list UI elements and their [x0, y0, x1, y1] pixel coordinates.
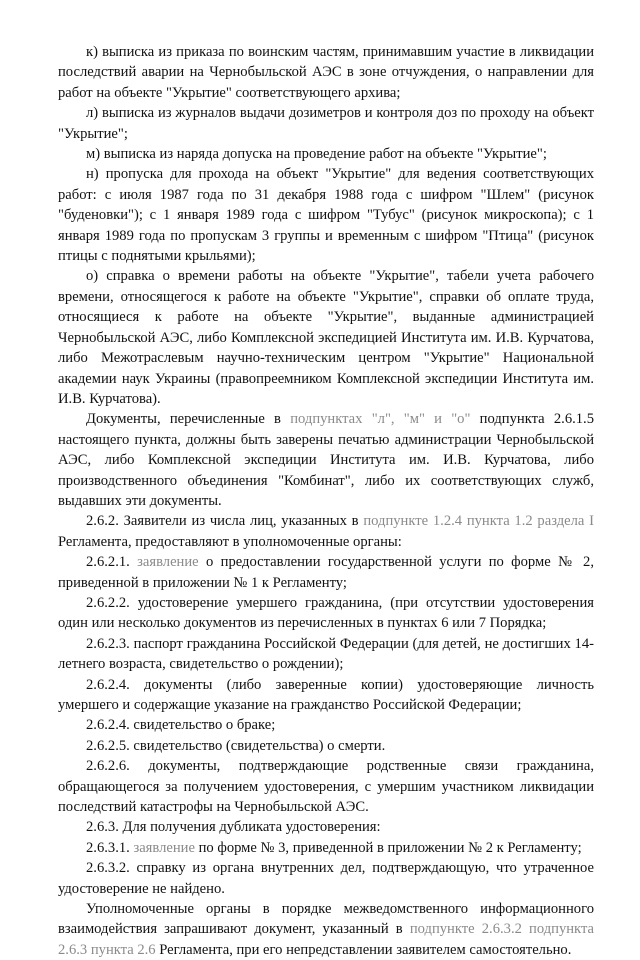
paragraph-text: 2.6.2.1. [86, 554, 138, 571]
paragraph-text: Регламента, при его непредставлении заявителем самостоятельно. [155, 941, 572, 958]
paragraph-final [58, 899, 594, 960]
paragraph-2622 [58, 593, 594, 634]
paragraph-2621 [58, 552, 594, 593]
paragraph-text: н) пропуска для прохода на объект "Укрытие" для ведения соответствующих работ: с июля 1987 года по 31 декабря 1988 года с шифром "Шлем" (рисунок "буденовки"); с 1 января 1989 года с шифром "Тубус" (рисунок микроскопа); с 1 января 1989 года по пропускам 3 группы и временным с шифром "Птица" (рисунок птицы с поднятыми крыльями); [58, 166, 594, 265]
paragraph-text: Документы, перечисленные в [86, 411, 291, 428]
paragraph-text: 2.6.2.2. удостоверение умершего гражданина, (при отсутствии удостоверения один или несколько документов из перечисленных в пунктах 6 или 7 Порядка; [58, 594, 594, 632]
paragraph-text: 2.6.3.1. [86, 839, 134, 856]
paragraph-2623 [58, 634, 594, 675]
paragraph-text: 2.6.2.3. паспорт гражданина Российской Федерации (для детей, не достигших 14-летнего возраста, свидетельство о рождении); [58, 635, 594, 673]
cross-reference-link[interactable]: подпункте 2.6.3.2 подпункта 2.6.3 пункта 2.6 [58, 921, 594, 958]
paragraph-n [58, 164, 594, 266]
cross-reference-link[interactable]: заявление [133, 839, 195, 856]
paragraph-text: 2.6.3.2. справку из органа внутренних дел, подтверждающую, что утраченное удостоверение не найдено. [58, 860, 594, 897]
paragraph-text: подпункта 2.6.1.5 настоящего пункта, должны быть заверены печатью администрации Чернобыльской АЭС, либо Комплексной экспедиции Института им. И.В. Курчатова, либо производственного объединения "Комбинат", либо их соответствующих служб, выдавших эти документы. [58, 411, 595, 509]
paragraph-text: 2.6.3. Для получения дубликата удостоверения: [86, 819, 381, 836]
paragraph-2624a [58, 675, 594, 716]
paragraph-2626 [58, 756, 594, 817]
paragraph-text: 2.6.2. Заявители из числа лиц, указанных в [86, 513, 364, 530]
cross-reference-link[interactable]: подпунктах "л", "м" и "о" [290, 411, 471, 428]
paragraph-text: о) справка о времени работы на объекте "Укрытие", табели учета рабочего времени, относящегося к работе на объекте "Укрытие", справки об оплате труда, относящиеся к работе на объекте "Укрытие", выданные администрацией Чернобыльской АЭС, либо Комплексной экспедицией Института им. И.В. Курчатова, либо Межотраслевым научно-техническим центром "Укрытие" Национальной академии наук Украины (правопреемником Комплексной экспедиции Института им. И.В. Курчатова). [58, 268, 594, 407]
paragraph-k [58, 42, 594, 103]
paragraph-l [58, 103, 594, 144]
paragraph-text: о предоставлении государственной услуги по форме № 2, приведенной в приложении № 1 к Регламенту; [58, 554, 594, 591]
paragraph-2624b [58, 715, 594, 735]
paragraph-text: Регламента, предоставляют в уполномоченные органы: [58, 533, 402, 550]
paragraph-docs [58, 409, 594, 511]
paragraph-text: л) выписка из журналов выдачи дозиметров и контроля доз по проходу на объект "Укрытие"; [58, 105, 594, 142]
paragraph-text: 2.6.2.6. документы, подтверждающие родственные связи гражданина, обращающегося за получением удостоверения, с умершим участником ликвидации последствий катастрофы на Чернобыльской АЭС. [58, 758, 594, 816]
paragraph-text: 2.6.2.4. документы (либо заверенные копии) удостоверяющие личность умершего и содержащие указание на гражданство Российской Федерации; [58, 676, 594, 713]
paragraph-text: к) выписка из приказа по воинским частям, принимавшим участие в ликвидации последствий аварии на Чернобыльской АЭС в зоне отчуждения, о направлении для работ на объекте "Укрытие" соответствующего архива; [58, 44, 594, 101]
paragraph-262 [58, 511, 594, 552]
paragraph-text: Уполномоченные органы в порядке межведомственного информационного взаимодействия запрашивают документ, указанный в [58, 901, 594, 938]
paragraph-text: м) выписка из наряда допуска на проведение работ на объекте "Укрытие"; [86, 146, 547, 163]
paragraph-263 [58, 817, 594, 837]
paragraph-2632 [58, 858, 594, 899]
paragraph-text: по форме № 3, приведенной в приложении № 2 к Регламенту; [194, 839, 582, 856]
paragraph-m [58, 144, 594, 164]
paragraph-o [58, 266, 594, 409]
cross-reference-link[interactable]: подпункте 1.2.4 пункта 1.2 раздела I [363, 513, 594, 530]
paragraph-2631 [58, 838, 594, 858]
paragraph-text: 2.6.2.5. свидетельство (свидетельства) о смерти. [86, 737, 386, 754]
paragraph-text: 2.6.2.4. свидетельство о браке; [86, 717, 276, 734]
cross-reference-link[interactable]: заявление [137, 554, 199, 571]
paragraph-2625 [58, 736, 594, 756]
